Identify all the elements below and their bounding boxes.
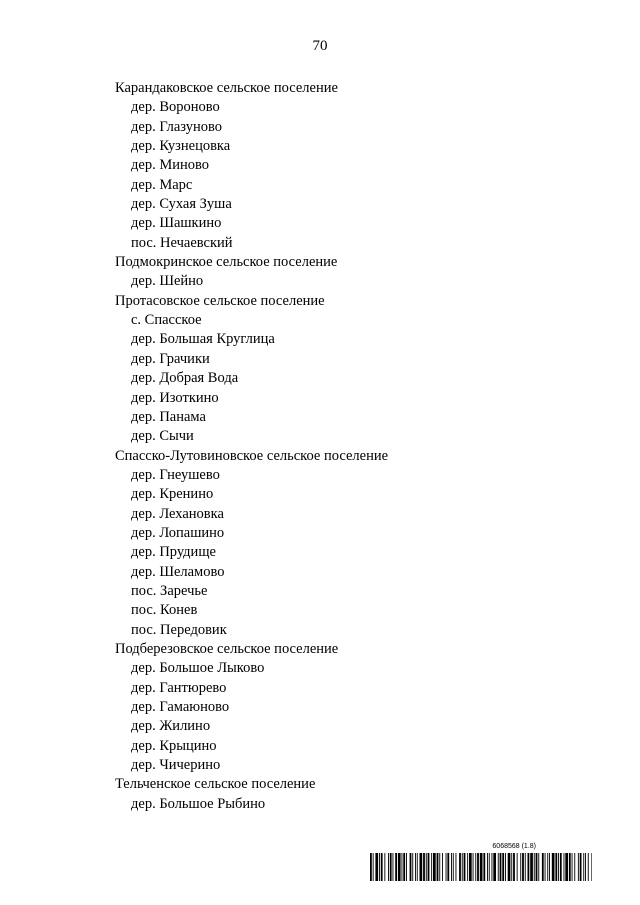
- settlement-item: дер. Гнеушево: [131, 466, 220, 483]
- settlement-list: [115, 79, 585, 814]
- settlement-item: дер. Шеламово: [131, 563, 225, 580]
- barcode-bar: [508, 853, 511, 881]
- barcode-bar: [384, 853, 385, 881]
- barcode-bar: [545, 853, 546, 881]
- settlement-item: дер. Сычи: [131, 428, 194, 445]
- barcode-bar: [511, 853, 512, 881]
- barcode-bar: [530, 853, 533, 881]
- barcode-bar: [410, 853, 412, 881]
- settlement-heading: Протасовское сельское поселение: [115, 292, 325, 309]
- barcode-bar: [415, 853, 416, 881]
- settlement-item: дер. Изоткино: [131, 389, 219, 406]
- barcode: [370, 843, 592, 883]
- barcode-bar: [462, 853, 463, 881]
- settlement-item: дер. Гантюрево: [131, 679, 227, 696]
- barcode-bar: [459, 853, 461, 881]
- barcode-bar: [513, 853, 515, 881]
- barcode-bar: [580, 853, 582, 881]
- barcode-bar: [534, 853, 535, 881]
- settlement-item: дер. Кузнецовка: [131, 138, 231, 155]
- settlement-item: дер. Большая Круглица: [131, 331, 275, 348]
- barcode-bar: [451, 853, 452, 881]
- barcode-bar: [517, 853, 518, 881]
- barcode-bar: [477, 853, 479, 881]
- settlement-item: дер. Жилино: [131, 718, 211, 735]
- barcode-bar: [417, 853, 418, 881]
- settlement-item: дер. Лопашино: [131, 524, 225, 541]
- barcode-bar: [406, 853, 407, 881]
- barcode-bar: [473, 853, 474, 881]
- barcode-bar: [373, 853, 374, 881]
- barcode-bar: [456, 853, 457, 881]
- barcode-bar: [442, 853, 443, 881]
- barcode-bar: [558, 853, 559, 881]
- barcode-bar: [591, 853, 592, 881]
- settlement-heading: Спасско-Лутовиновское сельское поселение: [115, 447, 389, 464]
- barcode-bar: [439, 853, 440, 881]
- barcode-bar: [552, 853, 555, 881]
- barcode-bar: [431, 853, 432, 881]
- settlement-heading: Подмокринское сельское поселение: [115, 254, 338, 271]
- barcode-bar: [412, 853, 413, 881]
- barcode-bar: [569, 853, 571, 881]
- settlement-item: дер. Большое Рыбино: [131, 795, 266, 812]
- settlement-item: дер. Глазуново: [131, 118, 222, 135]
- settlement-item: дер. Добрая Вода: [131, 370, 239, 387]
- settlement-item: дер. Крыцино: [131, 737, 217, 754]
- settlement-item: дер. Большое Лыково: [131, 660, 265, 677]
- page-number: 70: [312, 38, 328, 54]
- settlement-item: дер. Гамаюново: [131, 699, 230, 715]
- barcode-bar: [536, 853, 538, 881]
- barcode-bar: [469, 853, 472, 881]
- barcode-bar: [565, 853, 568, 881]
- barcode-bar: [393, 853, 394, 881]
- barcode-bar: [555, 853, 557, 881]
- barcode-bar: [379, 853, 380, 881]
- settlement-item: дер. Прудище: [131, 544, 216, 561]
- barcode-bar: [403, 853, 405, 881]
- barcode-bar: [538, 853, 539, 881]
- barcode-bar: [525, 853, 526, 881]
- barcode-bar: [505, 853, 506, 881]
- barcode-bar: [487, 853, 488, 881]
- barcode-bar: [453, 853, 454, 881]
- barcode-bar: [428, 853, 430, 881]
- barcode-bar: [398, 853, 401, 881]
- barcode-bar: [522, 853, 524, 881]
- settlement-item: дер. Сухая Зуша: [131, 196, 232, 213]
- barcode-bar: [464, 853, 466, 881]
- barcode-icon: [370, 853, 592, 881]
- settlement-item: дер. Чичерино: [131, 757, 221, 774]
- settlement-item: дер. Вороново: [131, 99, 220, 116]
- barcode-bar: [381, 853, 383, 881]
- settlement-heading: Карандаковское сельское поселение: [115, 80, 338, 96]
- barcode-bar: [395, 853, 397, 881]
- barcode-bar: [493, 853, 496, 881]
- barcode-bar: [502, 853, 504, 881]
- barcode-bar: [500, 853, 502, 881]
- barcode-bar: [420, 853, 423, 881]
- settlement-item: дер. Миново: [131, 157, 209, 174]
- settlement-heading: Тельченское сельское поселение: [115, 776, 316, 793]
- barcode-bar: [549, 853, 550, 881]
- barcode-bar: [560, 853, 562, 881]
- settlement-item: дер. Шашкино: [131, 215, 222, 232]
- settlement-item: пос. Заречье: [131, 582, 208, 599]
- barcode-bar: [574, 853, 575, 881]
- settlement-item: дер. Панама: [131, 408, 206, 425]
- barcode-bar: [446, 853, 447, 881]
- settlement-item: дер. Лехановка: [131, 505, 224, 522]
- barcode-bar: [578, 853, 579, 881]
- barcode-bar: [388, 853, 389, 881]
- barcode-bar: [564, 853, 565, 881]
- barcode-bar: [492, 853, 493, 881]
- barcode-bar: [433, 853, 436, 881]
- settlement-item: с. Спасское: [131, 312, 202, 329]
- barcode-bar: [520, 853, 521, 881]
- barcode-caption: 6068568 (1.8): [492, 843, 536, 850]
- settlement-item: дер. Марс: [131, 176, 193, 193]
- settlement-item: пос. Нечаевский: [131, 234, 233, 251]
- barcode-bar: [542, 853, 544, 881]
- barcode-bar: [480, 853, 483, 881]
- barcode-bar: [588, 853, 589, 881]
- barcode-bar: [390, 853, 392, 881]
- barcode-bar: [547, 853, 548, 881]
- barcode-bar: [572, 853, 573, 881]
- barcode-bar: [528, 853, 530, 881]
- settlement-item: дер. Грачики: [131, 350, 210, 367]
- settlement-heading: Подберезовское сельское поселение: [115, 640, 339, 657]
- barcode-bar: [423, 853, 425, 881]
- barcode-bar: [489, 853, 490, 881]
- barcode-bar: [475, 853, 476, 881]
- settlement-item: дер. Кренино: [131, 486, 214, 503]
- barcode-bar: [402, 853, 403, 881]
- barcode-bar: [467, 853, 468, 881]
- barcode-bar: [585, 853, 586, 881]
- settlement-item: дер. Шейно: [131, 273, 204, 290]
- barcode-bar: [437, 853, 439, 881]
- barcode-bar: [583, 853, 584, 881]
- barcode-bar: [447, 853, 449, 881]
- settlement-item: пос. Конев: [131, 602, 198, 619]
- settlement-item: пос. Передовик: [131, 621, 227, 638]
- barcode-bar: [375, 853, 378, 881]
- barcode-bar: [426, 853, 427, 881]
- barcode-bar: [498, 853, 499, 881]
- barcode-bar: [370, 853, 372, 881]
- barcode-bar: [483, 853, 485, 881]
